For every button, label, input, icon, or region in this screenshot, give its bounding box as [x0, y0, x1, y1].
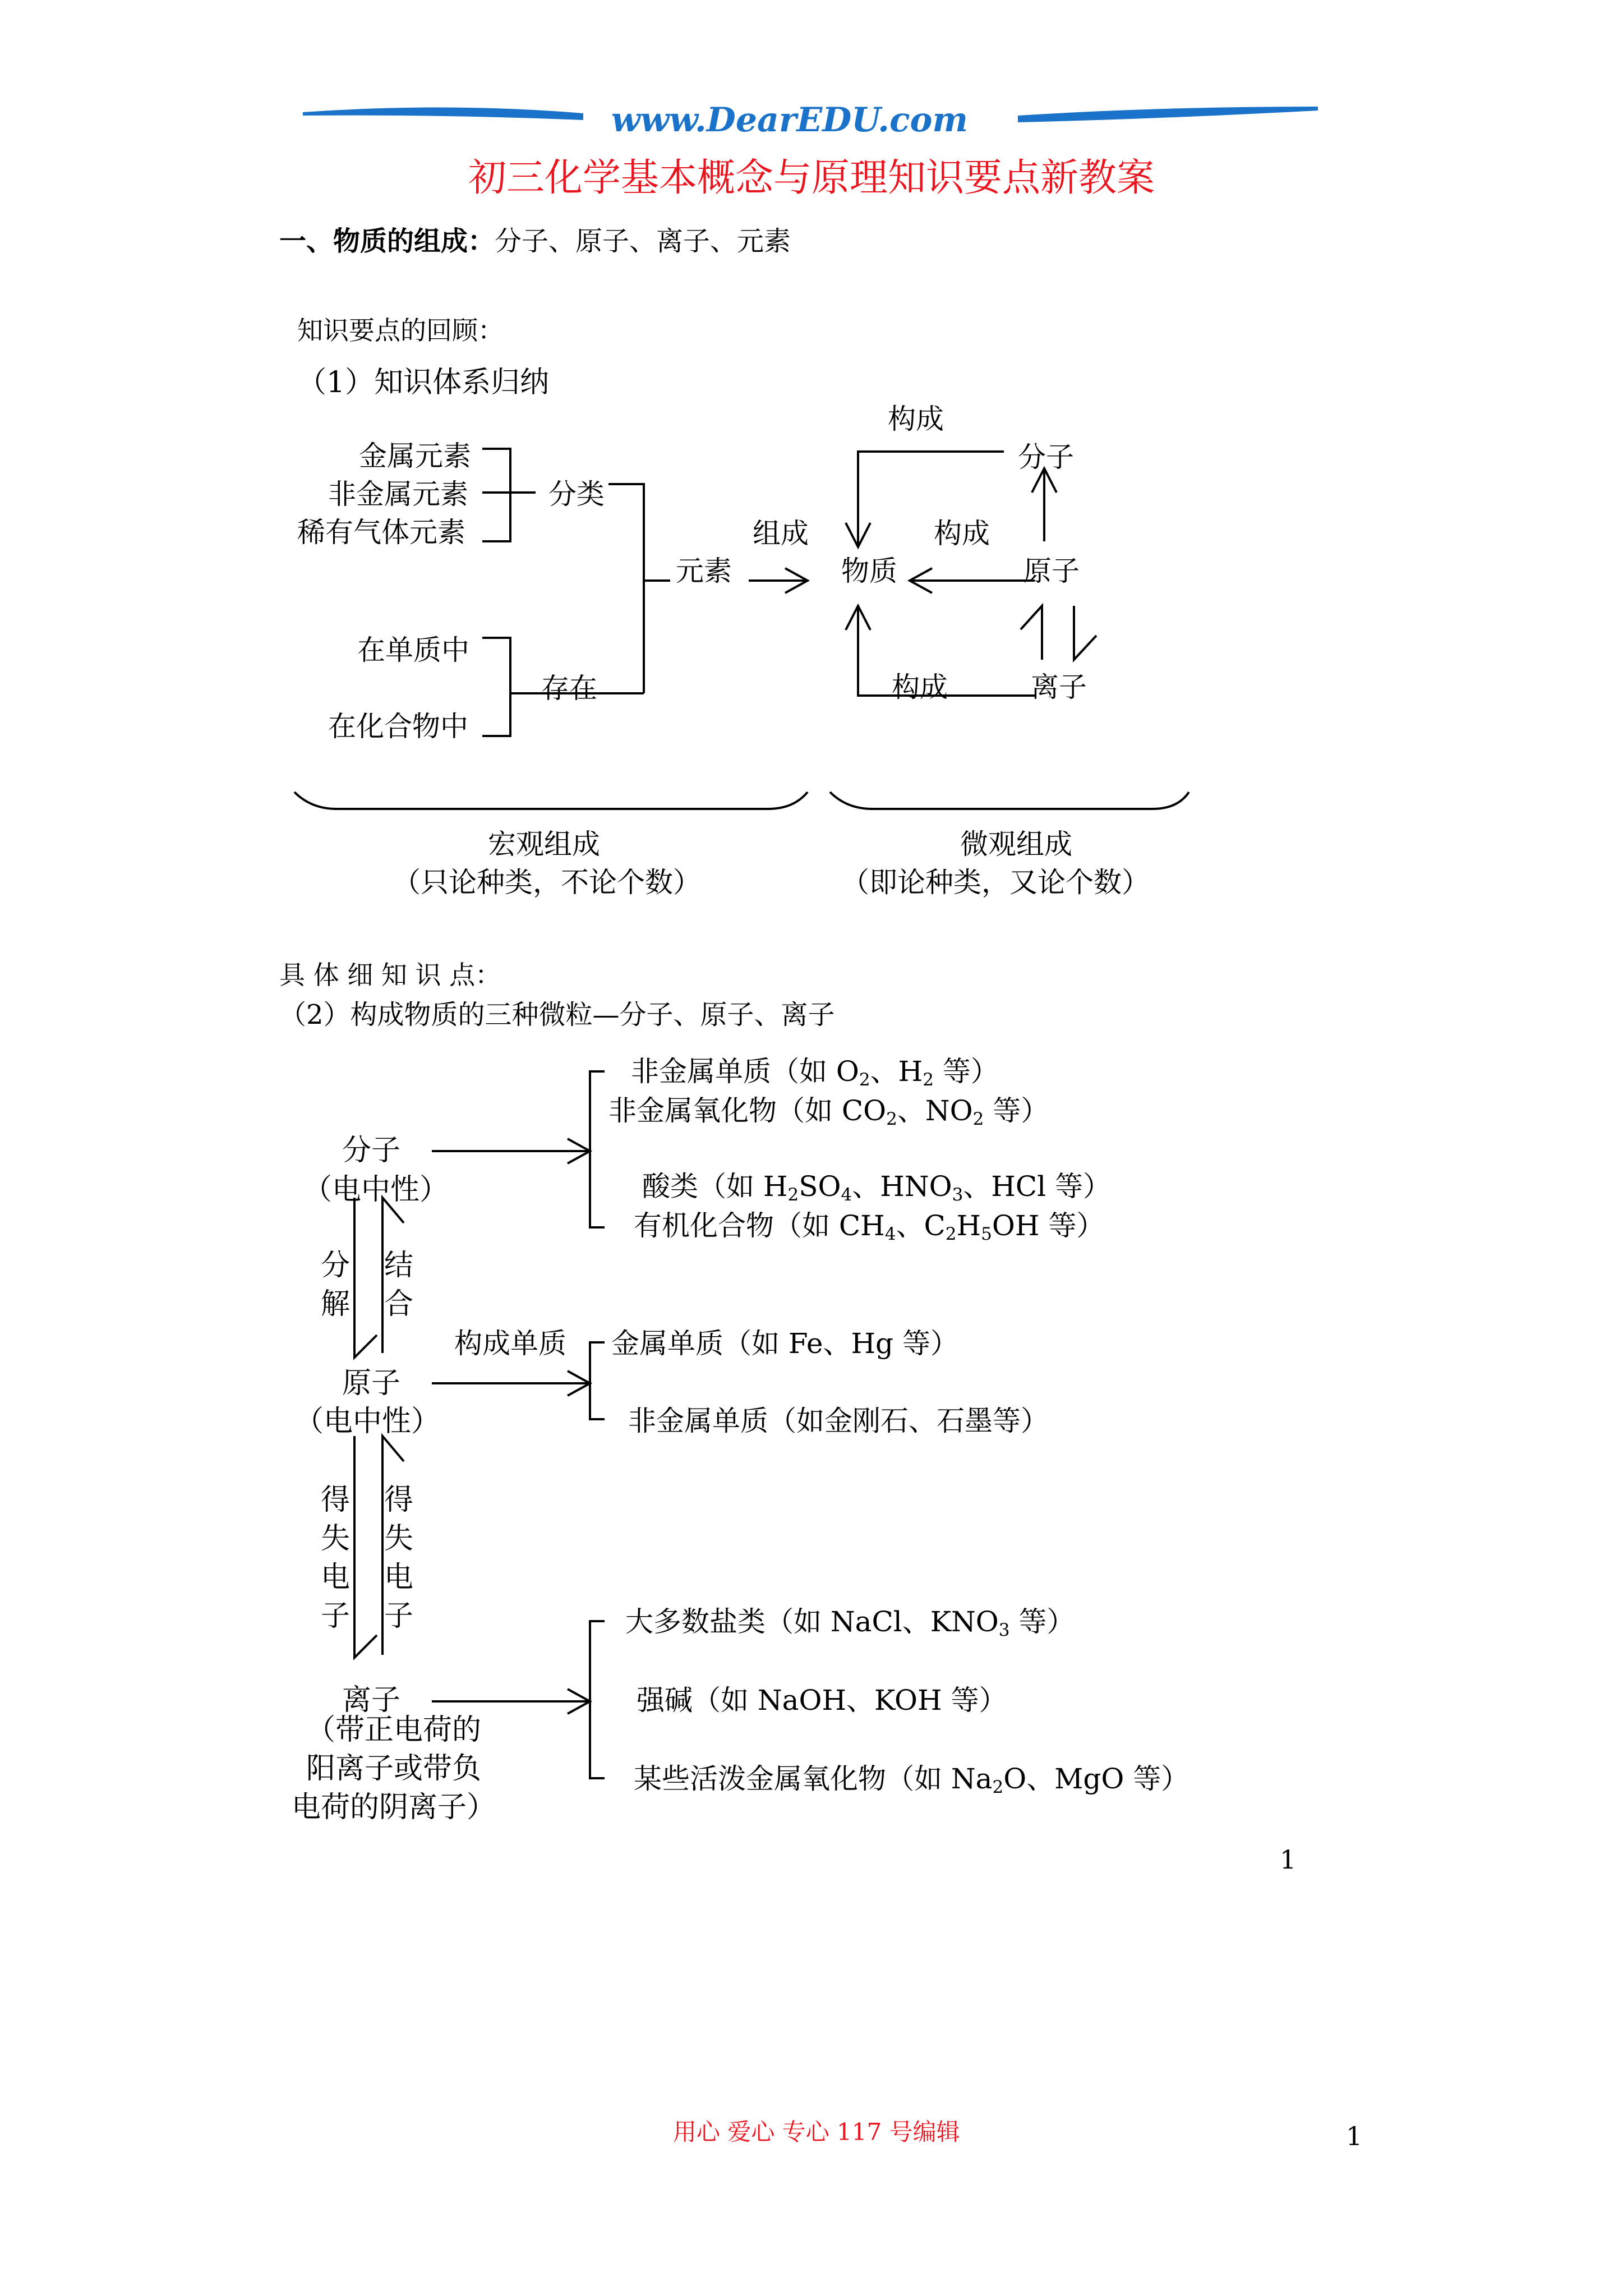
exist-in-compound: 在化合物中 [328, 710, 468, 743]
ion-item-salts: 大多数盐类（如 NaCl、$KNO_3$ 等） [625, 1605, 1075, 1640]
page-number: 1 [1280, 1844, 1297, 1875]
constitute-top: 构成 [888, 403, 944, 435]
d2-gain-lose-right: 得 失 电 子 [384, 1483, 414, 1633]
substance-label: 物质 [841, 555, 897, 587]
sub1-label: （1）知识体系归纳 [297, 366, 550, 399]
d2-gain-lose-left: 得 失 电 子 [321, 1483, 351, 1633]
macro-note: （只论种类，不论个数） [393, 866, 701, 899]
details-label: 具 体 细 知 识 点： [279, 960, 501, 990]
d2-atom: 原子 [342, 1366, 401, 1400]
exist-label: 存在 [541, 672, 597, 705]
atom-item-nonmetal: 非金属单质（如金刚石、石墨等） [628, 1405, 1049, 1437]
mol-item-organic: 有机化合物（如 $CH_4$、$C_2H_5OH$ 等） [634, 1209, 1105, 1244]
d2-form-elemental: 构成单质 [454, 1327, 566, 1360]
atom-label: 原子 [1023, 555, 1080, 587]
micro-title: 微观组成 [960, 828, 1072, 861]
element-noble-gas: 稀有气体元素 [297, 516, 465, 549]
mol-item-nonmetal-oxide: 非金属氧化物（如 $CO_2$、$NO_2$ 等） [608, 1094, 1049, 1129]
d2-combine: 结 合 [384, 1249, 414, 1321]
d2-molecule: 分子 [342, 1134, 401, 1167]
exist-in-elemental: 在单质中 [357, 634, 469, 666]
micro-note: （即论种类，又论个数） [841, 866, 1150, 899]
d2-molecule-neutral: （电中性） [303, 1173, 449, 1207]
mol-item-nonmetal-elemental: 非金属单质（如 $O_2$、$H_2$ 等） [631, 1055, 999, 1090]
ion-item-bases: 强碱（如 NaOH、KOH 等） [637, 1684, 1007, 1717]
ion-label: 离子 [1031, 671, 1087, 703]
macro-title: 宏观组成 [488, 828, 600, 861]
element-metal: 金属元素 [359, 440, 471, 472]
d2-ion: 离子 [342, 1683, 401, 1717]
constitute-bottom: 构成 [892, 671, 948, 703]
d2-atom-neutral: （电中性） [294, 1405, 441, 1438]
classify-label: 分类 [548, 478, 605, 510]
review-label: 知识要点的回顾： [297, 315, 504, 346]
d2-decompose: 分 解 [321, 1249, 351, 1321]
section-heading-bold: 一、物质的组成： [279, 226, 495, 257]
element-nonmetal: 非金属元素 [328, 478, 468, 510]
d2-ion-note: （带正电荷的 阳离子或带负 电荷的阴离子） [292, 1713, 496, 1824]
molecule-label: 分子 [1018, 441, 1074, 473]
page-number-bottom: 1 [1346, 2121, 1363, 2151]
mol-item-acids: 酸类（如 $H_2SO_4$、$HNO_3$、HCl 等） [642, 1170, 1112, 1205]
ion-item-oxides: 某些活泼金属氧化物（如 $Na_2O$、MgO 等） [634, 1763, 1189, 1797]
sub2-label: （2）构成物质的三种微粒—分子、原子、离子 [279, 999, 835, 1030]
footer-text: 用心 爱心 专心 117 号编辑 [673, 2118, 960, 2146]
constitute-mid: 构成 [934, 517, 990, 550]
atom-item-metal: 金属单质（如 Fe、Hg 等） [611, 1327, 958, 1360]
page-title: 初三化学基本概念与原理知识要点新教案 [468, 156, 1155, 200]
site-logo[interactable]: www.DearEDU.com [611, 100, 969, 140]
compose-label: 组成 [753, 517, 809, 550]
section-heading-rest: 分子、原子、离子、元素 [495, 226, 791, 257]
element-label: 元素 [676, 555, 732, 587]
